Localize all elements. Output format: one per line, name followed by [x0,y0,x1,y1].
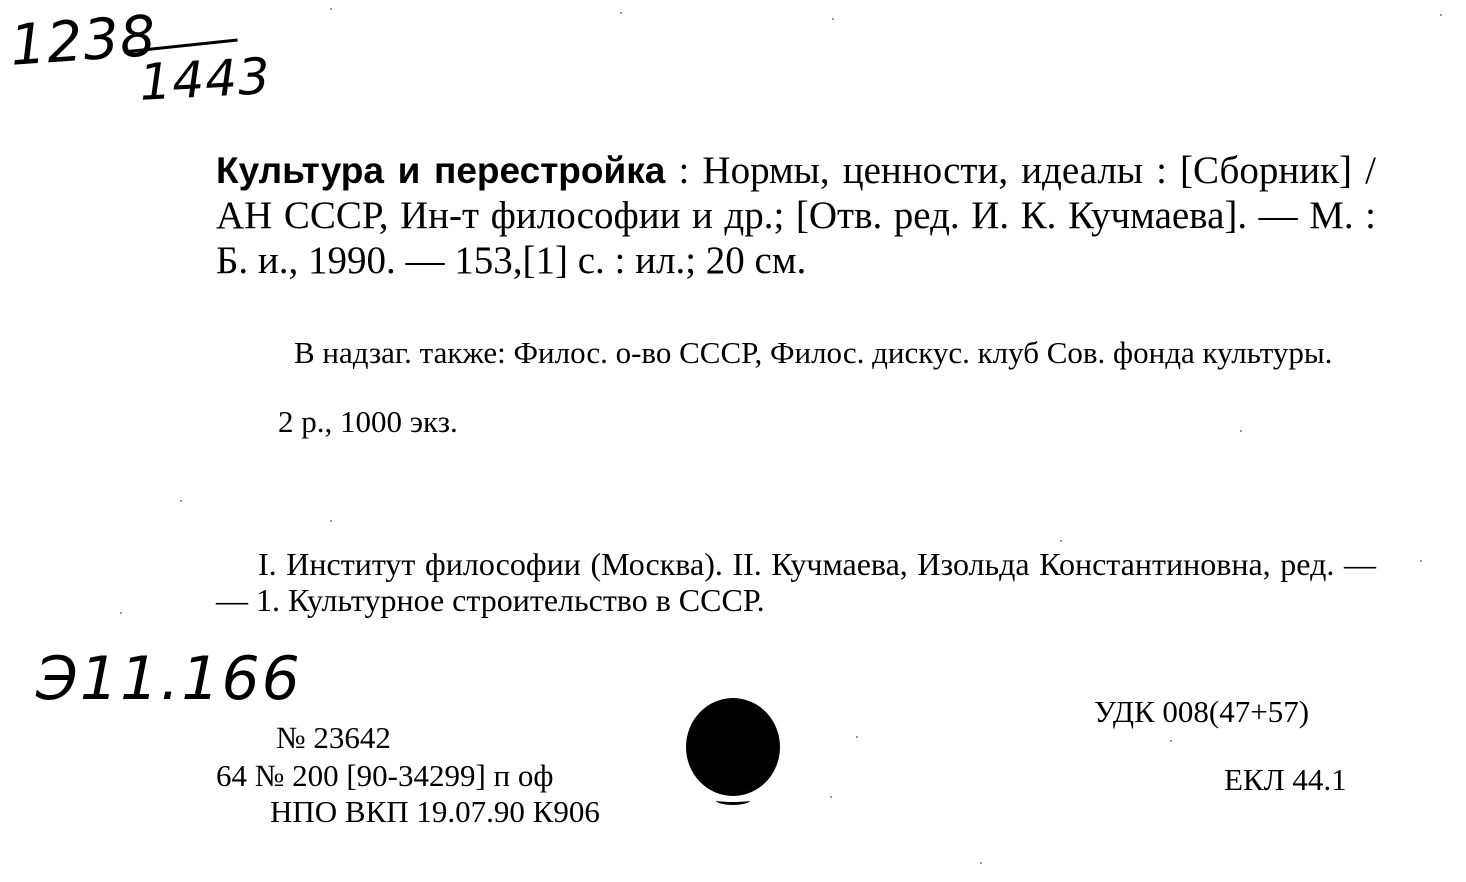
publisher-note: В надзаг. также: Филос. о-во СССР, Филос. дискус. клуб Сов. фонда культуры. [294,335,1333,370]
entry-title: Культура и перестройка [216,150,666,191]
paper-speck [120,612,122,614]
paper-speck [1420,560,1422,562]
paper-speck [330,8,332,10]
paper-speck [832,18,834,20]
ekl-code: ЕКЛ 44.1 [1224,762,1347,797]
paper-speck [856,736,858,738]
udc-code: УДК 008(47+57) [1094,694,1310,729]
order-line: 64 № 200 [90-34299] п оф [216,758,554,793]
paper-speck [1060,540,1062,542]
punch-hole [686,698,780,796]
paper-speck [1170,740,1172,742]
card-number: № 23642 [276,720,391,755]
tracings: I. Институт философии (Москва). II. Кучмаева, Изольда Константиновна, ред. — — 1. Культурное строительство в СССР. [216,546,1376,618]
paper-speck [830,796,832,798]
paper-speck [1240,430,1242,432]
handwritten-call-number-top: 1238 [8,3,159,79]
paper-speck [1440,14,1442,16]
handwritten-shelf-mark: Э11.166 [36,644,302,714]
entry-body: : Нормы, ценности, идеалы : [Сборник] / АН СССР, Ин-т философии и др.; [Отв. ред. И. К. Кучмаева]. — М. : Б. и., 1990. — 153,[1] с. : ил.; 20 см. [216,149,1376,282]
paper-speck [180,500,182,502]
printer-line: НПО ВКП 19.07.90 К906 [270,794,600,829]
price-and-print-run: 2 р., 1000 экз. [278,404,458,439]
handwritten-call-number-bottom: 1443 [138,47,273,112]
bibliographic-entry [216,148,1376,283]
paper-speck [980,862,982,864]
paper-speck [330,520,332,522]
punch-hole-edge [716,796,750,805]
paper-speck [620,12,622,14]
